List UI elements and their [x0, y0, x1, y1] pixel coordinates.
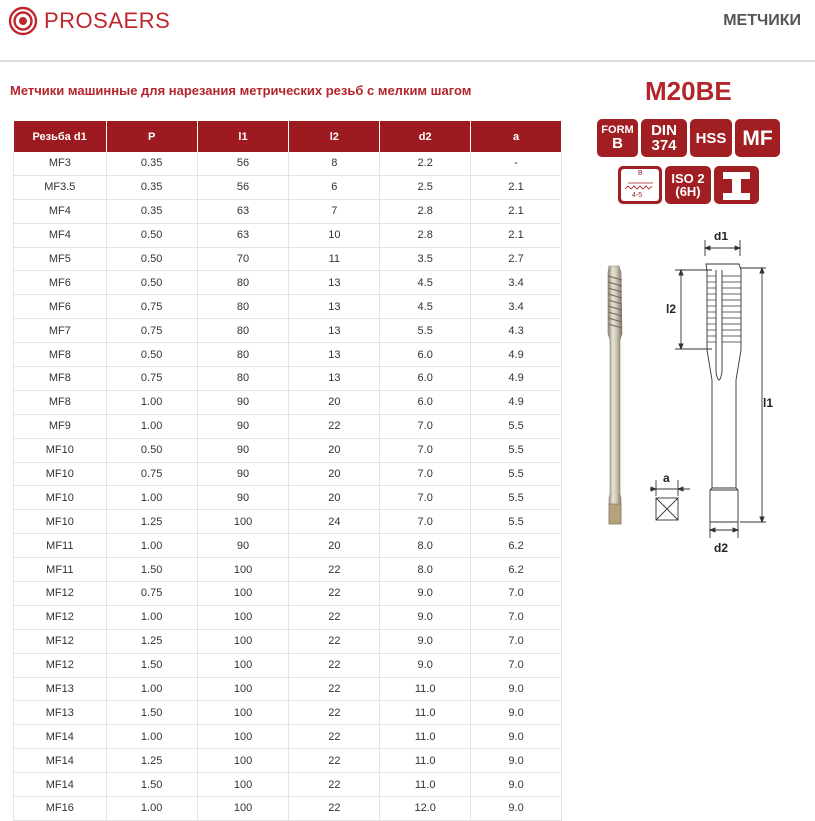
table-cell: 2.2	[380, 152, 471, 175]
table-cell: 10	[289, 223, 380, 247]
table-cell: 7.0	[380, 414, 471, 438]
table-row	[14, 797, 562, 821]
column-header: P	[106, 121, 197, 152]
brand-name: PROSAERS	[44, 8, 171, 33]
table-cell: 0.50	[106, 247, 197, 271]
table-row	[14, 677, 562, 701]
table-cell: 90	[197, 486, 289, 510]
table-cell: 90	[197, 390, 289, 414]
table-cell: 5.5	[471, 414, 562, 438]
table-cell: MF3	[14, 152, 107, 175]
spec-table	[13, 121, 562, 821]
table-cell: 12.0	[380, 797, 471, 821]
din-374-badge	[641, 119, 687, 157]
table-cell: 1.00	[106, 390, 197, 414]
table-cell: 13	[289, 343, 380, 367]
table-cell: 70	[197, 247, 289, 271]
table-cell: MF7	[14, 319, 107, 343]
table-cell: 7.0	[380, 462, 471, 486]
chamfer-label: B	[638, 170, 643, 177]
table-cell: 6.2	[471, 558, 562, 582]
table-cell: 0.50	[106, 271, 197, 295]
table-cell: 80	[197, 295, 289, 319]
table-cell: 9.0	[471, 677, 562, 701]
table-cell: 1.00	[106, 605, 197, 629]
table-cell: 20	[289, 534, 380, 558]
table-cell: 9.0	[380, 653, 471, 677]
table-cell: 1.00	[106, 486, 197, 510]
table-cell: 0.75	[106, 319, 197, 343]
table-cell: 5.5	[471, 438, 562, 462]
column-header: Резьба d1	[14, 121, 107, 152]
table-cell: 56	[197, 175, 289, 199]
table-cell: 9.0	[471, 773, 562, 797]
table-cell: MF10	[14, 510, 107, 534]
table-cell: 9.0	[380, 582, 471, 606]
table-cell: 22	[289, 558, 380, 582]
table-cell: MF6	[14, 271, 107, 295]
table-cell: MF14	[14, 725, 107, 749]
table-cell: 22	[289, 773, 380, 797]
badge-iso-value: (6H)	[675, 184, 701, 199]
table-cell: MF3.5	[14, 175, 107, 199]
table-cell: 1.50	[106, 701, 197, 725]
table-cell: 22	[289, 653, 380, 677]
badge-iso-label: ISO 2	[671, 171, 705, 186]
tap-photo	[598, 262, 632, 530]
table-cell: 0.75	[106, 295, 197, 319]
form-b-badge	[597, 119, 638, 157]
table-cell: 7.0	[380, 438, 471, 462]
table-cell: 2.1	[471, 223, 562, 247]
table-cell: 2.1	[471, 199, 562, 223]
table-cell: 13	[289, 271, 380, 295]
column-header: l1	[197, 121, 289, 152]
table-cell: 8	[289, 152, 380, 175]
table-row	[14, 486, 562, 510]
table-cell: 1.25	[106, 629, 197, 653]
table-cell: 11.0	[380, 701, 471, 725]
table-cell: 2.8	[380, 223, 471, 247]
table-cell: MF12	[14, 653, 107, 677]
badge-din-value: 374	[651, 137, 677, 154]
mf-badge	[735, 119, 780, 157]
table-cell: 24	[289, 510, 380, 534]
table-cell: MF13	[14, 677, 107, 701]
table-cell: 9.0	[380, 605, 471, 629]
table-cell: 9.0	[471, 725, 562, 749]
table-cell: 22	[289, 414, 380, 438]
table-body	[14, 152, 562, 820]
table-cell: 100	[197, 558, 289, 582]
table-row	[14, 414, 562, 438]
table-row	[14, 653, 562, 677]
table-row	[14, 295, 562, 319]
table-cell: MF11	[14, 558, 107, 582]
brand-logo	[8, 6, 170, 36]
table-cell: 4.5	[380, 271, 471, 295]
page-title: Метчики машинные для нарезания метрических резьб с мелким шагом	[10, 83, 472, 98]
table-row	[14, 271, 562, 295]
table-cell: 7.0	[380, 486, 471, 510]
table-cell: MF14	[14, 749, 107, 773]
dim-d2: d2	[714, 541, 729, 555]
table-cell: 6.0	[380, 343, 471, 367]
table-cell: 9.0	[471, 797, 562, 821]
table-cell: MF12	[14, 629, 107, 653]
table-cell: 22	[289, 797, 380, 821]
table-cell: 100	[197, 582, 289, 606]
badge-din-label: DIN	[651, 122, 677, 139]
table-cell: 3.4	[471, 271, 562, 295]
table-row	[14, 247, 562, 271]
table-cell: 13	[289, 319, 380, 343]
table-cell: 7.0	[471, 629, 562, 653]
table-cell: 100	[197, 725, 289, 749]
table-cell: 0.75	[106, 582, 197, 606]
table-cell: 0.75	[106, 367, 197, 391]
table-row	[14, 725, 562, 749]
tap-drawing	[650, 232, 780, 562]
table-cell: 20	[289, 462, 380, 486]
dim-l1: l1	[763, 396, 774, 410]
table-row	[14, 558, 562, 582]
table-row	[14, 749, 562, 773]
table-cell: 7.0	[471, 582, 562, 606]
table-row	[14, 152, 562, 175]
table-cell: 4.5	[380, 295, 471, 319]
table-cell: 100	[197, 677, 289, 701]
table-cell: 8.0	[380, 558, 471, 582]
table-cell: -	[471, 152, 562, 175]
table-cell: 100	[197, 510, 289, 534]
table-row	[14, 582, 562, 606]
table-row	[14, 534, 562, 558]
table-cell: 90	[197, 462, 289, 486]
table-cell: 0.35	[106, 199, 197, 223]
table-cell: 0.50	[106, 223, 197, 247]
hss-badge	[690, 119, 732, 157]
table-row	[14, 462, 562, 486]
table-cell: 0.35	[106, 175, 197, 199]
table-cell: 1.00	[106, 725, 197, 749]
table-cell: MF6	[14, 295, 107, 319]
table-row	[14, 319, 562, 343]
table-cell: 90	[197, 534, 289, 558]
table-cell: MF13	[14, 701, 107, 725]
table-cell: 1.00	[106, 534, 197, 558]
dim-l2: l2	[666, 302, 677, 316]
table-row	[14, 773, 562, 797]
table-cell: MF10	[14, 486, 107, 510]
badge-form-value: B	[612, 135, 623, 152]
table-cell: 0.75	[106, 462, 197, 486]
table-cell: 2.1	[471, 175, 562, 199]
table-row	[14, 390, 562, 414]
column-header: l2	[289, 121, 380, 152]
table-cell: MF8	[14, 367, 107, 391]
table-cell: 7.0	[471, 605, 562, 629]
table-cell: 9.0	[380, 629, 471, 653]
table-cell: 4.9	[471, 367, 562, 391]
table-cell: 100	[197, 605, 289, 629]
table-cell: 63	[197, 223, 289, 247]
table-cell: 1.50	[106, 558, 197, 582]
table-cell: MF4	[14, 223, 107, 247]
table-cell: MF5	[14, 247, 107, 271]
table-cell: 100	[197, 797, 289, 821]
table-cell: 13	[289, 367, 380, 391]
badge-form-label: FORM	[601, 124, 634, 136]
target-logo-icon	[8, 6, 38, 36]
table-cell: 7.0	[471, 653, 562, 677]
table-cell: 1.50	[106, 773, 197, 797]
table-cell: 22	[289, 605, 380, 629]
table-cell: MF9	[14, 414, 107, 438]
table-cell: 5.5	[471, 486, 562, 510]
table-cell: 6.0	[380, 367, 471, 391]
table-cell: 100	[197, 653, 289, 677]
model-code: M20BE	[645, 76, 732, 106]
table-cell: 11.0	[380, 677, 471, 701]
table-cell: MF8	[14, 390, 107, 414]
table-cell: 22	[289, 677, 380, 701]
table-cell: 5.5	[471, 510, 562, 534]
chamfer-form-badge	[618, 166, 662, 204]
table-cell: 3.5	[380, 247, 471, 271]
table-cell: 100	[197, 629, 289, 653]
dim-d1: d1	[714, 232, 729, 243]
table-cell: 11.0	[380, 725, 471, 749]
table-cell: 1.00	[106, 414, 197, 438]
table-cell: 4.9	[471, 390, 562, 414]
table-cell: 80	[197, 343, 289, 367]
table-cell: 11	[289, 247, 380, 271]
table-cell: 13	[289, 295, 380, 319]
table-cell: 1.50	[106, 653, 197, 677]
table-cell: 1.00	[106, 797, 197, 821]
table-row	[14, 438, 562, 462]
table-cell: 4.9	[471, 343, 562, 367]
table-cell: 0.50	[106, 343, 197, 367]
table-row	[14, 510, 562, 534]
table-row	[14, 629, 562, 653]
thread-profile-icon	[714, 166, 759, 204]
table-cell: MF10	[14, 462, 107, 486]
table-cell: 90	[197, 438, 289, 462]
table-cell: 56	[197, 152, 289, 175]
table-row	[14, 605, 562, 629]
table-cell: 80	[197, 319, 289, 343]
table-cell: 2.7	[471, 247, 562, 271]
table-cell: 9.0	[471, 701, 562, 725]
dim-a: a	[663, 471, 670, 485]
column-header: d2	[380, 121, 471, 152]
table-cell: 100	[197, 701, 289, 725]
table-cell: 0.50	[106, 438, 197, 462]
table-cell: MF10	[14, 438, 107, 462]
table-cell: 100	[197, 749, 289, 773]
table-cell: 5.5	[471, 462, 562, 486]
table-cell: 22	[289, 701, 380, 725]
table-cell: 0.35	[106, 152, 197, 175]
table-cell: 20	[289, 438, 380, 462]
table-cell: MF4	[14, 199, 107, 223]
badge-mf: MF	[742, 126, 773, 150]
table-cell: 90	[197, 414, 289, 438]
table-row	[14, 199, 562, 223]
table-cell: MF14	[14, 773, 107, 797]
table-cell: 11.0	[380, 773, 471, 797]
table-cell: 20	[289, 486, 380, 510]
table-cell: 7.0	[380, 510, 471, 534]
table-cell: 80	[197, 271, 289, 295]
table-row	[14, 223, 562, 247]
table-row	[14, 701, 562, 725]
table-cell: 1.25	[106, 510, 197, 534]
table-cell: 6	[289, 175, 380, 199]
table-cell: 2.8	[380, 199, 471, 223]
table-row	[14, 175, 562, 199]
table-cell: MF8	[14, 343, 107, 367]
table-cell: 1.25	[106, 749, 197, 773]
table-cell: 7	[289, 199, 380, 223]
table-cell: 5.5	[380, 319, 471, 343]
table-cell: 22	[289, 582, 380, 606]
iso2-badge	[665, 166, 711, 204]
column-header: a	[471, 121, 562, 152]
table-cell: 22	[289, 749, 380, 773]
table-cell: MF11	[14, 534, 107, 558]
table-cell: 22	[289, 725, 380, 749]
table-cell: 6.0	[380, 390, 471, 414]
table-cell: 63	[197, 199, 289, 223]
table-cell: MF16	[14, 797, 107, 821]
table-cell: 100	[197, 773, 289, 797]
table-cell: 4.3	[471, 319, 562, 343]
table-cell: 1.00	[106, 677, 197, 701]
chamfer-range: 4-5	[632, 192, 643, 199]
table-cell: 9.0	[471, 749, 562, 773]
header-divider	[0, 60, 815, 62]
badge-hss: HSS	[695, 129, 727, 147]
table-cell: MF12	[14, 605, 107, 629]
table-row	[14, 367, 562, 391]
table-cell: 22	[289, 629, 380, 653]
table-cell: 20	[289, 390, 380, 414]
table-cell: 2.5	[380, 175, 471, 199]
table-row	[14, 343, 562, 367]
table-cell: 80	[197, 367, 289, 391]
table-cell: MF12	[14, 582, 107, 606]
section-title: МЕТЧИКИ	[723, 12, 801, 29]
table-cell: 11.0	[380, 749, 471, 773]
table-cell: 6.2	[471, 534, 562, 558]
profile-badge	[714, 166, 759, 204]
table-cell: 8.0	[380, 534, 471, 558]
table-cell: 3.4	[471, 295, 562, 319]
table-header-row	[14, 121, 562, 152]
